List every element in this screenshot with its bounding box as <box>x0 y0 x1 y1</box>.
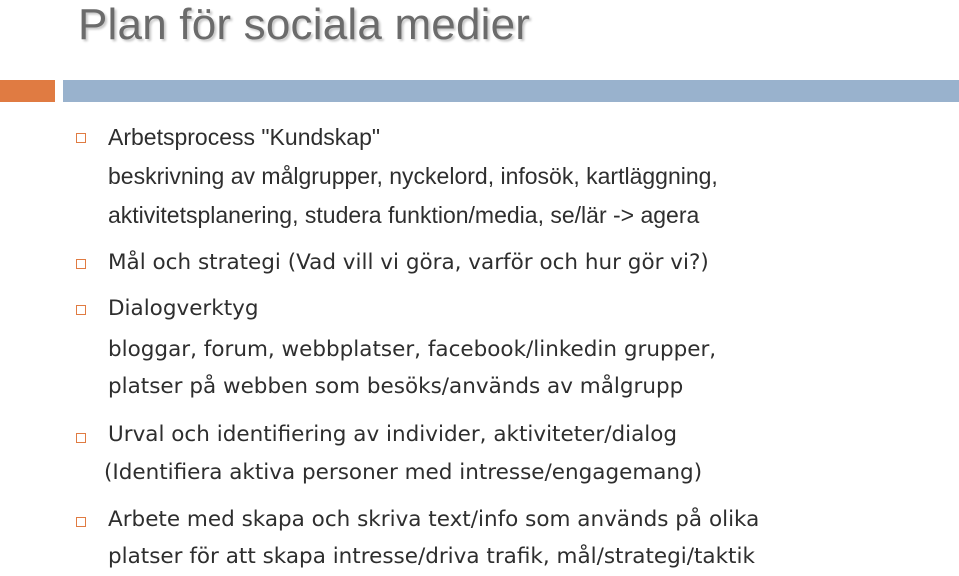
bullet-text-line: aktivitetsplanering, studera funktion/media, se/lär -> agera <box>108 202 700 228</box>
bullet-square-icon <box>76 133 86 143</box>
bullet-text-line: (Identifiera aktiva personer med intresse/engagemang) <box>104 460 703 485</box>
bullet-text-line: Arbete med skapa och skriva text/info som används på olika <box>108 507 760 532</box>
bullet-square-icon <box>76 259 86 269</box>
bullet-text-line: Dialogverktyg <box>108 296 259 321</box>
bullet-text-line: platser för att skapa intresse/driva trafik, mål/strategi/taktik <box>108 544 755 569</box>
bullet-text-line: Urval och identifiering av individer, aktiviteter/dialog <box>108 422 678 447</box>
slide-title: Plan för sociala medier <box>78 0 531 49</box>
bullet-square-icon <box>76 517 86 527</box>
bullet-text-line: platser på webben som besöks/används av målgrupp <box>108 374 684 399</box>
bullet-text-line: Arbetsprocess "Kundskap" <box>108 124 381 150</box>
bullet-text-line: Mål och strategi (Vad vill vi göra, varför och hur gör vi?) <box>108 250 709 275</box>
bullet-text-line: bloggar, forum, webbplatser, facebook/linkedin grupper, <box>108 337 717 362</box>
bullet-square-icon <box>76 305 86 315</box>
bullet-square-icon <box>76 433 86 443</box>
bullet-text-line: beskrivning av målgrupper, nyckelord, infosök, kartläggning, <box>108 163 718 189</box>
